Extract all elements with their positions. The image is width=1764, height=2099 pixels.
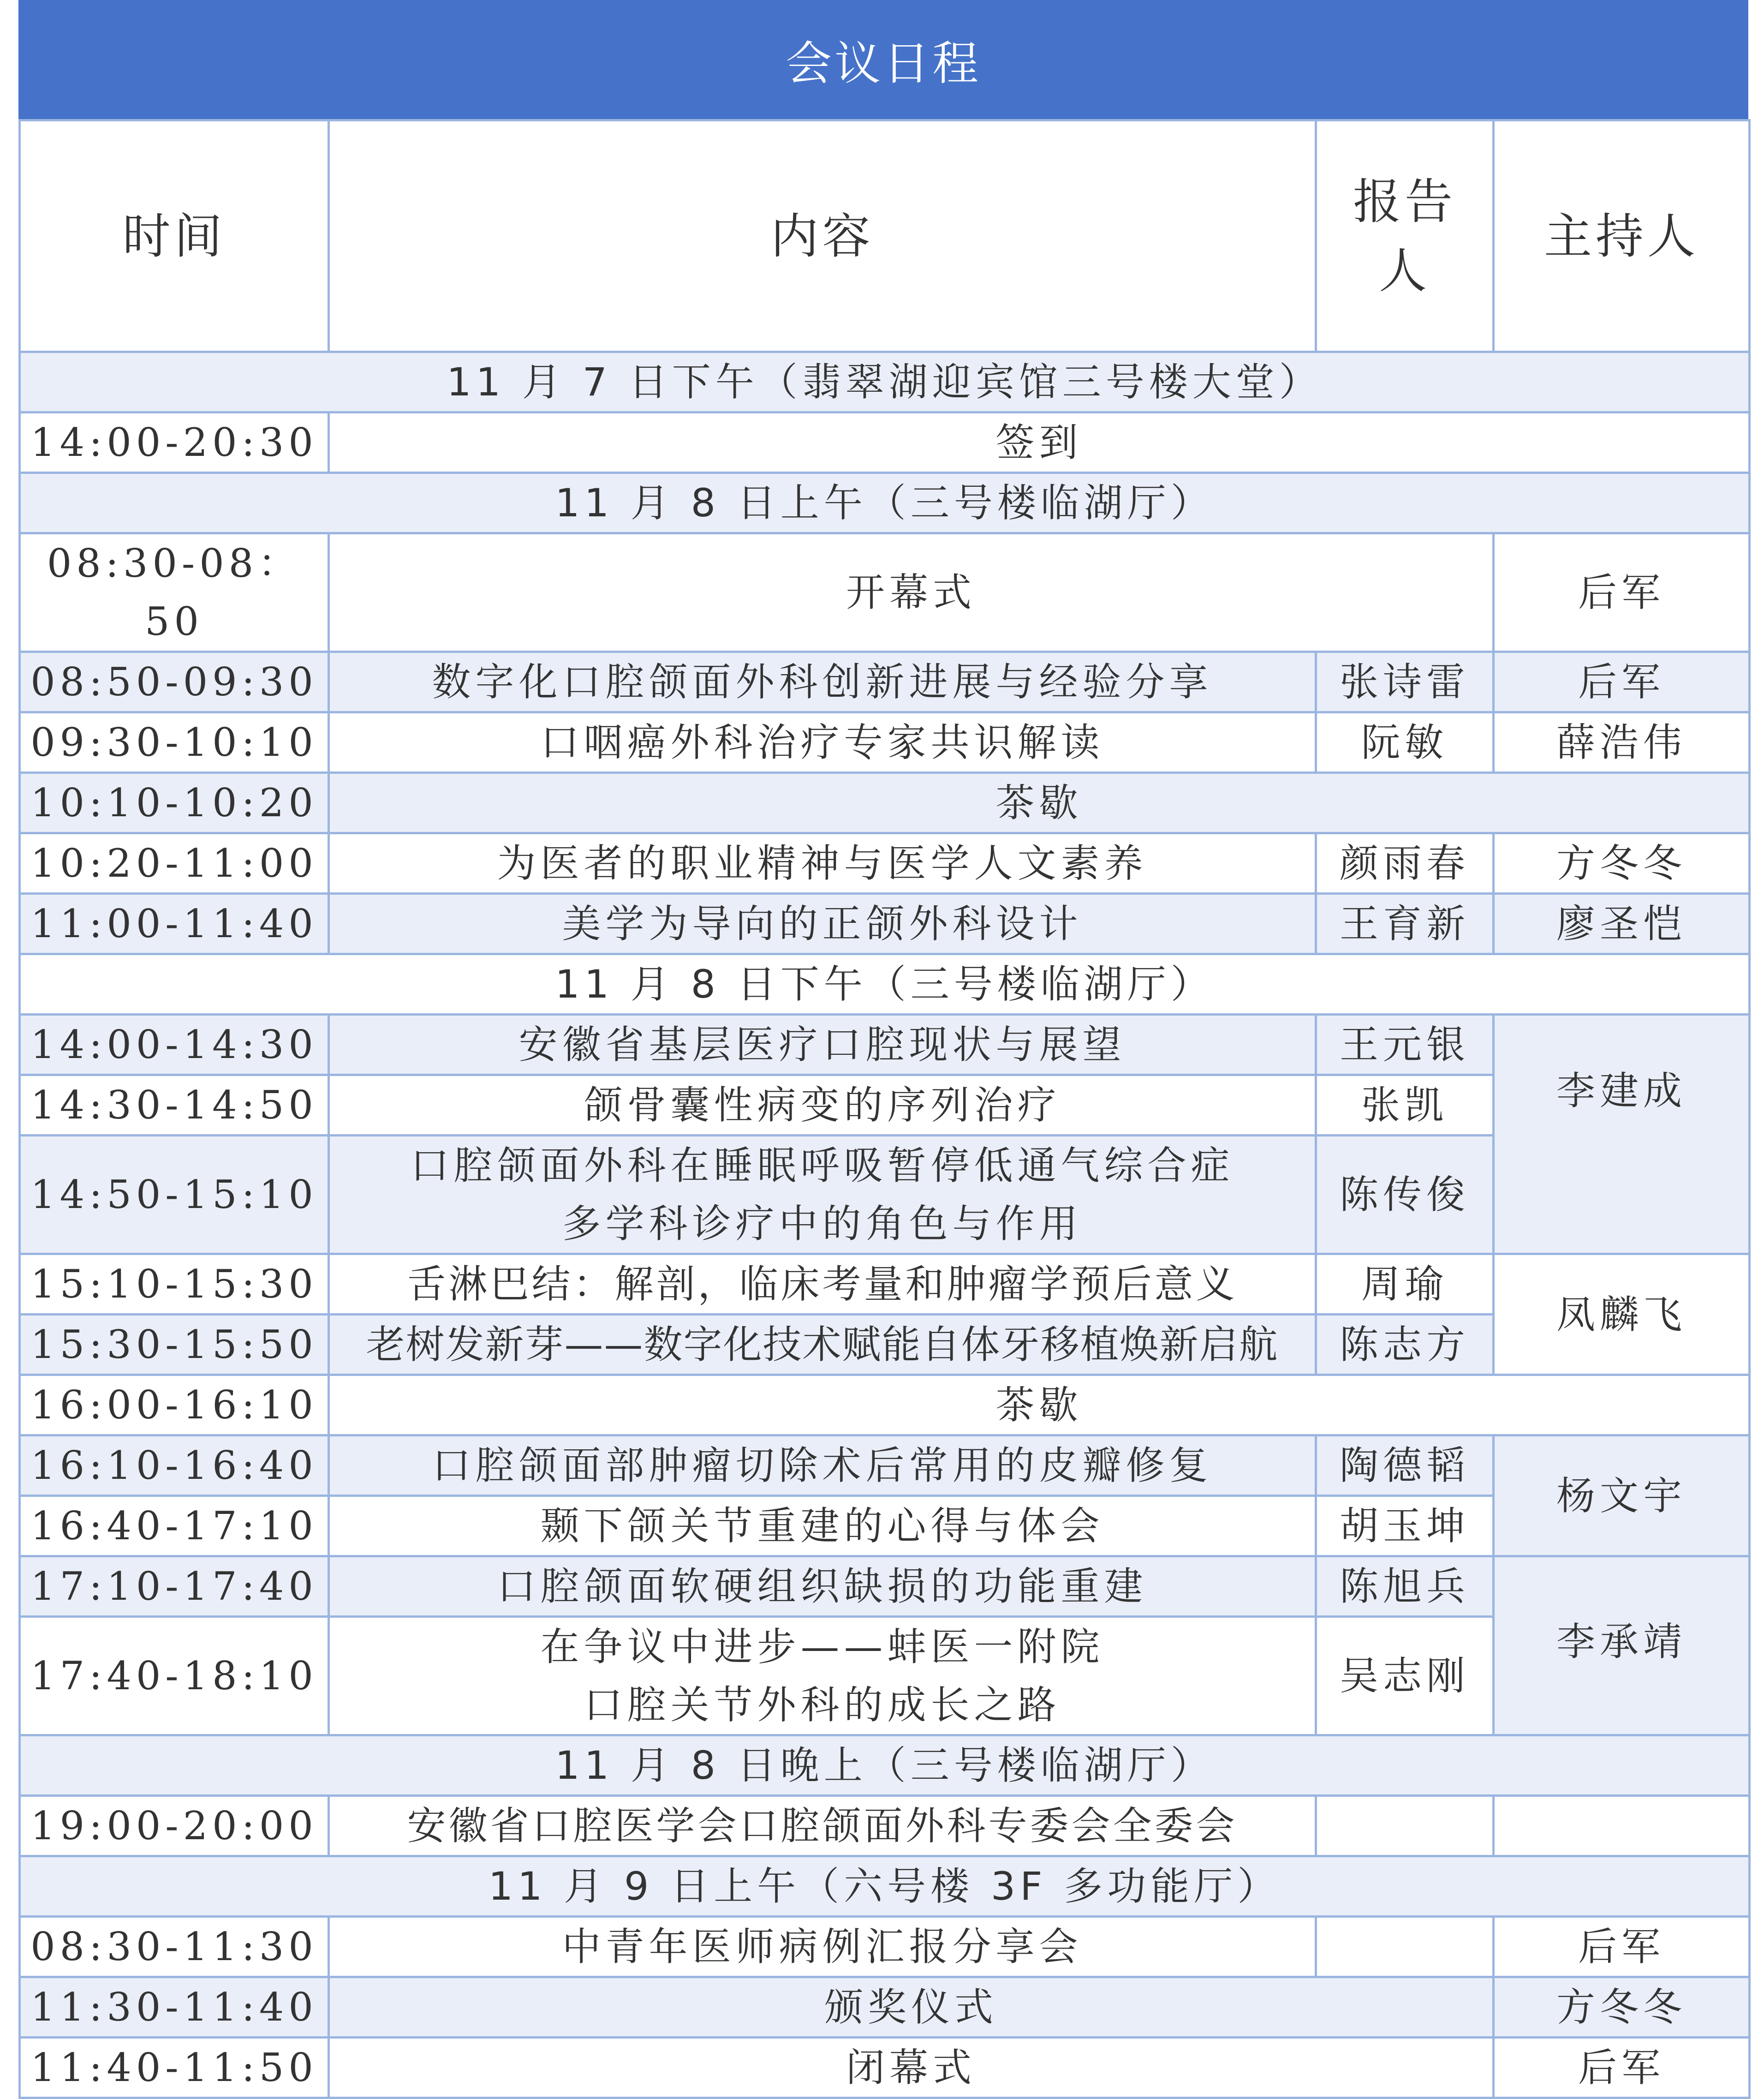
time-cell: 16:40-17:10 — [20, 1496, 329, 1556]
time-cell: 08:30-11:30 — [20, 1917, 329, 1977]
host-cell: 后军 — [1494, 2038, 1750, 2098]
table-row — [20, 1315, 1750, 1375]
host-cell — [1494, 1796, 1750, 1856]
speaker-cell: 颜雨春 — [1316, 833, 1494, 894]
table-row — [20, 773, 1750, 833]
speaker-cell: 周瑜 — [1316, 1254, 1494, 1315]
table-row — [20, 1254, 1750, 1315]
content-cell: 开幕式 — [329, 533, 1494, 652]
table-row — [20, 1496, 1750, 1556]
time-cell: 17:10-17:40 — [20, 1556, 329, 1617]
speaker-cell: 陈传俊 — [1316, 1136, 1494, 1254]
time-cell: 08:30-08：50 — [20, 533, 329, 652]
content-cell: 舌淋巴结：解剖，临床考量和肿瘤学预后意义 — [329, 1254, 1316, 1315]
table-row — [20, 1556, 1750, 1617]
host-cell: 廖圣恺 — [1494, 894, 1750, 954]
time-cell: 14:50-15:10 — [20, 1136, 329, 1254]
table-row — [20, 833, 1750, 894]
speaker-cell — [1316, 1796, 1494, 1856]
speaker-cell: 王元银 — [1316, 1015, 1494, 1075]
content-cell — [329, 1136, 1316, 1254]
host-cell: 凤麟飞 — [1494, 1254, 1750, 1375]
table-row — [20, 894, 1750, 954]
time-cell: 14:30-14:50 — [20, 1075, 329, 1136]
host-cell: 后军 — [1494, 533, 1750, 652]
time-cell: 17:40-18:10 — [20, 1617, 329, 1735]
day-header-row — [20, 1735, 1750, 1796]
content-cell: 老树发新芽——数字化技术赋能自体牙移植焕新启航 — [329, 1315, 1316, 1375]
content-cell: 颌骨囊性病变的序列治疗 — [329, 1075, 1316, 1136]
table-row — [20, 1917, 1750, 1977]
header-row — [20, 120, 1750, 352]
content-cell: 数字化口腔颌面外科创新进展与经验分享 — [329, 652, 1316, 712]
day-header-row — [20, 954, 1750, 1015]
day-label: 11 月 8 日上午（三号楼临湖厅） — [20, 473, 1750, 533]
content-cell: 为医者的职业精神与医学人文素养 — [329, 833, 1316, 894]
content-line: 多学科诊疗中的角色与作用 — [562, 1201, 1083, 1246]
page-title: 会议日程 — [18, 0, 1748, 119]
content-line: 在争议中进步——蚌医一附院 — [540, 1624, 1104, 1669]
header-time: 时间 — [20, 120, 329, 352]
host-cell: 李建成 — [1494, 1015, 1750, 1254]
table-row — [20, 1075, 1750, 1136]
day-label: 11 月 7 日下午（翡翠湖迎宾馆三号楼大堂） — [20, 352, 1750, 413]
content-cell: 口腔颌面软硬组织缺损的功能重建 — [329, 1556, 1316, 1617]
time-cell: 11:40-11:50 — [20, 2038, 329, 2098]
header-speaker: 报告人 — [1316, 120, 1494, 352]
speaker-cell: 阮敏 — [1316, 712, 1494, 773]
table-row — [20, 712, 1750, 773]
content-cell: 颁奖仪式 — [329, 1977, 1494, 2038]
content-cell: 安徽省口腔医学会口腔颌面外科专委会全委会 — [329, 1796, 1316, 1856]
table-row — [20, 1977, 1750, 2038]
time-cell: 08:50-09:30 — [20, 652, 329, 712]
speaker-cell: 陶德韬 — [1316, 1435, 1494, 1496]
table-row — [20, 533, 1750, 652]
host-cell: 后军 — [1494, 652, 1750, 712]
content-cell: 美学为导向的正颌外科设计 — [329, 894, 1316, 954]
time-cell: 16:10-16:40 — [20, 1435, 329, 1496]
host-cell: 李承靖 — [1494, 1556, 1750, 1735]
time-cell: 15:30-15:50 — [20, 1315, 329, 1375]
speaker-cell: 王育新 — [1316, 894, 1494, 954]
content-cell: 中青年医师病例汇报分享会 — [329, 1917, 1316, 1977]
content-line: 口腔关节外科的成长之路 — [584, 1682, 1061, 1728]
table-row — [20, 652, 1750, 712]
time-cell: 11:00-11:40 — [20, 894, 329, 954]
table-row — [20, 2038, 1750, 2098]
speaker-cell: 张诗雷 — [1316, 652, 1494, 712]
host-cell: 薛浩伟 — [1494, 712, 1750, 773]
speaker-cell: 陈旭兵 — [1316, 1556, 1494, 1617]
speaker-cell: 胡玉坤 — [1316, 1496, 1494, 1556]
content-cell: 口腔颌面部肿瘤切除术后常用的皮瓣修复 — [329, 1435, 1316, 1496]
time-cell: 16:00-16:10 — [20, 1375, 329, 1435]
content-cell: 口咽癌外科治疗专家共识解读 — [329, 712, 1316, 773]
time-cell: 11:30-11:40 — [20, 1977, 329, 2038]
day-header-row — [20, 352, 1750, 413]
content-line: 口腔颌面外科在睡眠呼吸暂停低通气综合症 — [410, 1143, 1234, 1188]
table-row — [20, 413, 1750, 473]
speaker-cell — [1316, 1917, 1494, 1977]
speaker-cell: 吴志刚 — [1316, 1617, 1494, 1735]
day-label: 11 月 8 日晚上（三号楼临湖厅） — [20, 1735, 1750, 1796]
content-cell: 签到 — [329, 413, 1750, 473]
table-row — [20, 1015, 1750, 1075]
content-cell: 闭幕式 — [329, 2038, 1494, 2098]
time-cell: 09:30-10:10 — [20, 712, 329, 773]
host-cell: 方冬冬 — [1494, 833, 1750, 894]
content-cell: 颞下颌关节重建的心得与体会 — [329, 1496, 1316, 1556]
day-label: 11 月 8 日下午（三号楼临湖厅） — [20, 954, 1750, 1015]
speaker-cell: 陈志方 — [1316, 1315, 1494, 1375]
host-cell: 后军 — [1494, 1917, 1750, 1977]
host-cell: 杨文宇 — [1494, 1435, 1750, 1556]
time-cell: 19:00-20:00 — [20, 1796, 329, 1856]
schedule-table — [18, 119, 1751, 2099]
table-row — [20, 1617, 1750, 1735]
time-cell: 10:20-11:00 — [20, 833, 329, 894]
content-cell: 安徽省基层医疗口腔现状与展望 — [329, 1015, 1316, 1075]
day-header-row — [20, 473, 1750, 533]
table-row — [20, 1796, 1750, 1856]
table-row — [20, 1435, 1750, 1496]
speaker-cell: 张凯 — [1316, 1075, 1494, 1136]
content-cell: 茶歇 — [329, 773, 1750, 833]
time-cell: 14:00-20:30 — [20, 413, 329, 473]
time-cell: 15:10-15:30 — [20, 1254, 329, 1315]
host-cell: 方冬冬 — [1494, 1977, 1750, 2038]
header-host: 主持人 — [1494, 120, 1750, 352]
day-header-row — [20, 1856, 1750, 1917]
time-cell: 14:00-14:30 — [20, 1015, 329, 1075]
header-content: 内容 — [329, 120, 1316, 352]
day-label: 11 月 9 日上午（六号楼 3F 多功能厅） — [20, 1856, 1750, 1917]
content-cell: 茶歇 — [329, 1375, 1750, 1435]
time-cell: 10:10-10:20 — [20, 773, 329, 833]
content-cell — [329, 1617, 1316, 1735]
table-row — [20, 1136, 1750, 1254]
table-row — [20, 1375, 1750, 1435]
